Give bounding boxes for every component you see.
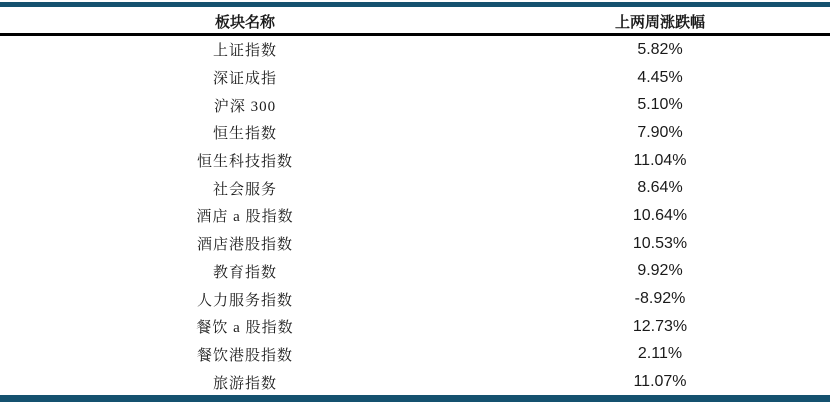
change-value-cell: 5.82% xyxy=(637,40,683,58)
sector-name-cell: 酒店港股指数 xyxy=(196,237,293,254)
sector-name-cell: 人力服务指数 xyxy=(196,292,293,309)
sector-change-table xyxy=(0,9,830,396)
sector-name-cell: 沪深 300 xyxy=(213,98,277,115)
table-row xyxy=(0,313,830,341)
change-value-cell: 9.92% xyxy=(637,262,683,280)
top-rule xyxy=(0,2,830,7)
change-value-cell: 12.73% xyxy=(632,317,688,335)
table-row xyxy=(0,174,830,202)
table-row xyxy=(0,368,830,396)
bottom-rule xyxy=(0,395,830,402)
table-row xyxy=(0,202,830,230)
table-row xyxy=(0,91,830,119)
sector-name-cell: 恒生指数 xyxy=(212,126,277,143)
change-value-cell: 10.64% xyxy=(632,206,688,224)
sector-name-cell: 餐饮港股指数 xyxy=(196,347,293,364)
table-row xyxy=(0,36,830,64)
change-value-cell: 10.53% xyxy=(632,234,688,252)
change-value-cell: 11.07% xyxy=(633,373,687,391)
change-value-cell: 4.45% xyxy=(637,68,683,86)
change-value-cell: -8.92% xyxy=(634,290,686,308)
table-row xyxy=(0,258,830,286)
sector-name-cell: 恒生科技指数 xyxy=(196,154,293,171)
sector-name-cell: 社会服务 xyxy=(212,181,277,198)
table-row xyxy=(0,341,830,369)
change-value-cell: 7.90% xyxy=(637,123,683,141)
table-row xyxy=(0,147,830,175)
header-change: 上两周涨跌幅 xyxy=(614,14,705,31)
sector-name-cell: 餐饮 a 股指数 xyxy=(196,320,294,337)
change-value-cell: 11.04% xyxy=(633,151,687,169)
sector-name-cell: 深证成指 xyxy=(212,71,277,88)
table-row xyxy=(0,119,830,147)
table-body xyxy=(0,36,830,396)
change-value-cell: 2.11% xyxy=(637,345,683,363)
table-row xyxy=(0,230,830,258)
table-row xyxy=(0,285,830,313)
table-header-row xyxy=(0,9,830,36)
sector-name-cell: 教育指数 xyxy=(212,264,277,281)
sector-name-cell: 旅游指数 xyxy=(212,375,277,392)
change-value-cell: 5.10% xyxy=(637,96,683,114)
header-sector-name: 板块名称 xyxy=(214,14,275,31)
table-row xyxy=(0,64,830,92)
change-value-cell: 8.64% xyxy=(637,179,683,197)
sector-name-cell: 酒店 a 股指数 xyxy=(196,209,294,226)
sector-name-cell: 上证指数 xyxy=(212,43,277,60)
